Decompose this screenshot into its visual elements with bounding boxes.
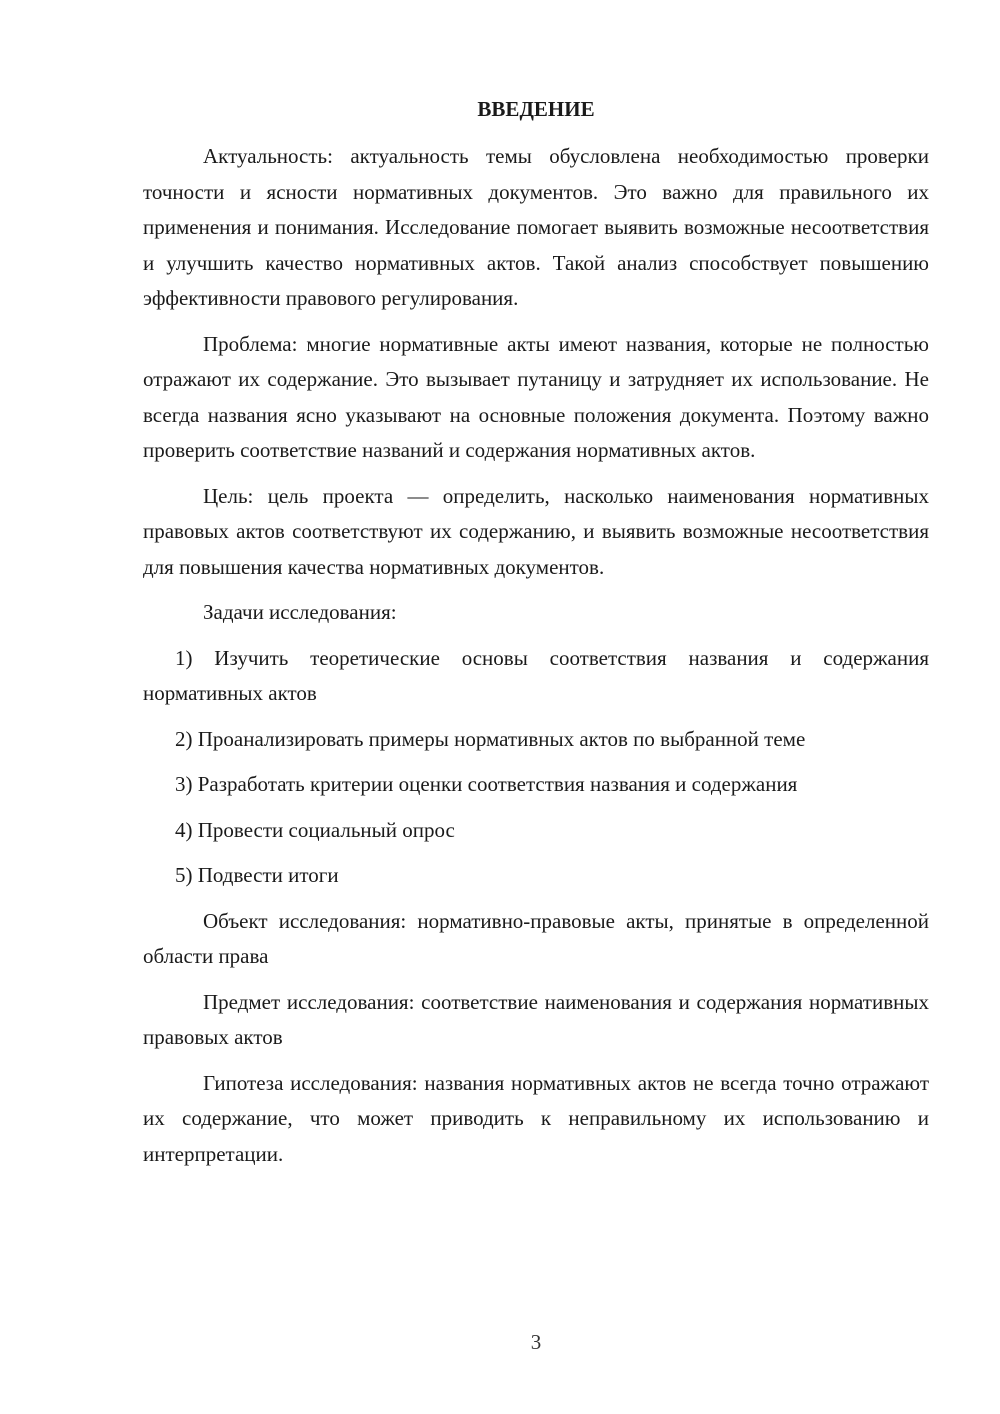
page-number: 3 [530,1330,542,1354]
task-item: 2) Проанализировать примеры нормативных актов по выбранной теме [175,726,806,751]
task-item: 5) Подвести итоги [175,863,339,887]
tasks-heading: Задачи исследования: [203,600,397,624]
problem-paragraph: Проблема: многие нормативные акты имеют названия, которые не полностью отражают их содержание. Это вызывает путаницу и затрудняет их использование. Не всегда названия ясно указывают на основные положения документа. Поэтому важно проверить соответствие названий и содержания нормативных актов. [143,331,929,462]
task-item: 3) Разработать критерии оценки соответствия названия и содержания [175,772,798,796]
task-item: 4) Провести социальный опрос [175,817,455,842]
document-page [143,92,929,1182]
object-paragraph: Объект исследования: нормативно-правовые акты, принятые в определенной области права [143,908,929,968]
goal-paragraph: Цель: цель проекта — определить, насколько наименования нормативных правовых актов соответствуют их содержанию, и выявить возможные несоответствия для повышения качества нормативных документов. [143,483,929,579]
page-title: ВВЕДЕНИЕ [477,97,595,121]
relevance-paragraph: Актуальность: актуальность темы обусловлена необходимостью проверки точности и ясности нормативных документов. Это важно для правильного их применения и понимания. Исследование помогает выявить возможные несоответствия и улучшить качество нормативных актов. Такой анализ способствует повышению эффективности правового регулирования. [143,144,929,310]
task-item: 1) Изучить теоретические основы соответствия названия и содержания нормативных актов [143,645,929,705]
hypothesis-paragraph: Гипотеза исследования: названия нормативных актов не всегда точно отражают их содержание, что может приводить к неправильному их использованию и интерпретации. [143,1070,929,1166]
subject-paragraph: Предмет исследования: соответствие наименования и содержания нормативных правовых актов [143,989,929,1049]
